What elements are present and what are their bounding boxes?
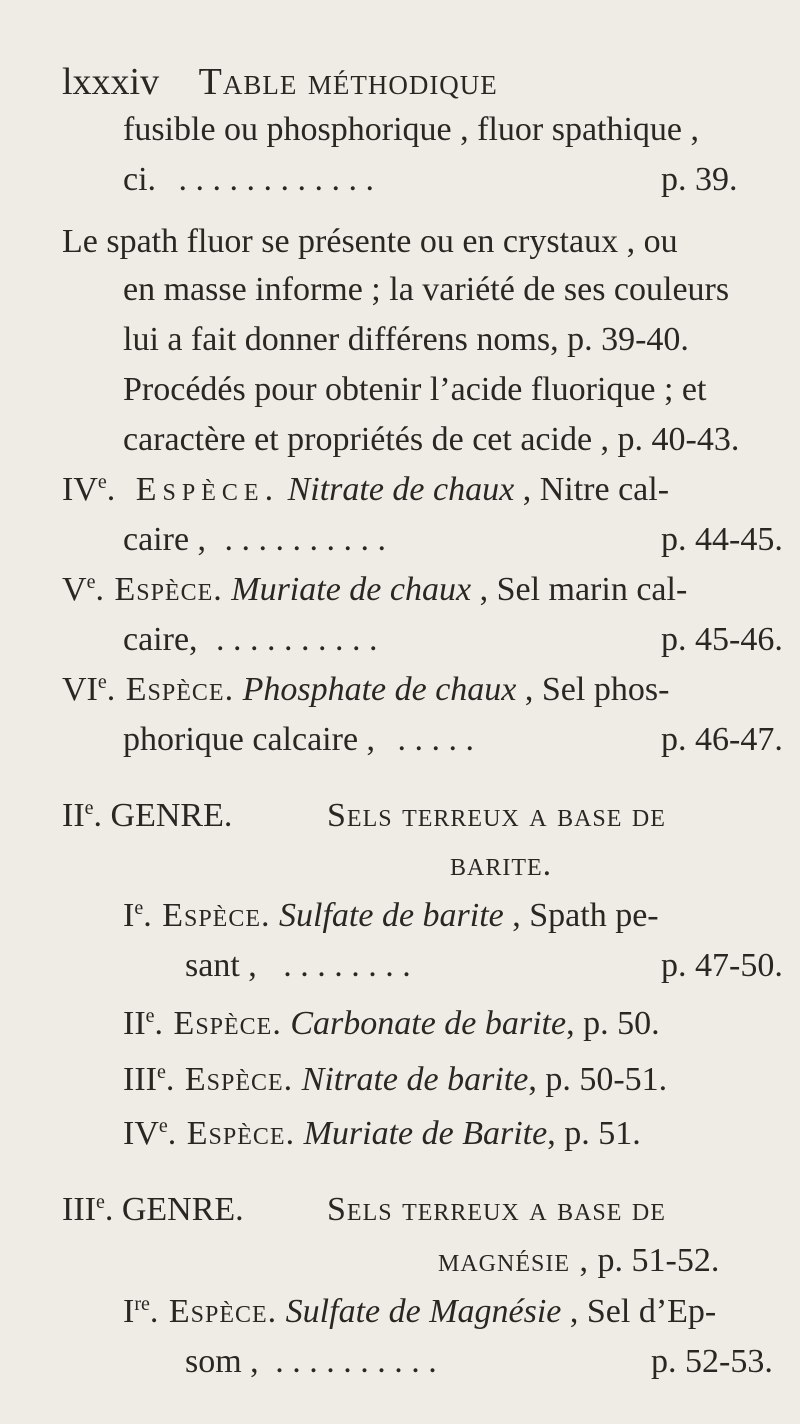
ordinal-suffix: e: [86, 571, 96, 593]
page-reference: p. 45-46.: [661, 621, 783, 658]
species-number: IV: [62, 471, 98, 508]
species-entry: [62, 670, 669, 710]
genre-title-word: magnésie ,: [438, 1242, 589, 1279]
species-entry: [123, 1004, 660, 1044]
genre-title: Sels terreux a base de: [327, 797, 666, 834]
species-name: Nitrate de barite: [301, 1061, 529, 1098]
species-label: . Espèce.: [149, 1293, 278, 1330]
page-reference: p. 46-47.: [661, 721, 783, 758]
species-label: . Espèce.: [167, 1115, 296, 1152]
species-synonym: , Spath pe-: [512, 897, 659, 934]
ordinal-suffix: e: [145, 1005, 155, 1027]
species-number: VI: [62, 671, 98, 708]
genre-heading: [62, 796, 232, 836]
species-entry: [62, 570, 687, 610]
species-name: Muriate de chaux: [231, 571, 472, 608]
ordinal-suffix: e: [156, 1061, 166, 1083]
species-label: . Espèce.: [143, 897, 271, 934]
leader-dots: . . . . .: [397, 721, 475, 758]
species-label: . Espèce.: [106, 671, 235, 708]
leader-dots: . . . . . . . . . .: [224, 521, 387, 558]
species-entry: [123, 896, 659, 936]
page-reference: p. 44-45.: [661, 521, 783, 558]
species-name: Sulfate de barite: [279, 897, 504, 934]
page-number: lxxxiv: [62, 61, 160, 103]
species-name: Sulfate de Magnésie: [285, 1293, 562, 1330]
species-name: Carbonate de barite: [290, 1005, 567, 1042]
text-line: fusible ou phosphorique , fluor spathique ,: [123, 111, 700, 148]
species-number: II: [123, 1005, 146, 1042]
text-fragment: ci.: [123, 161, 157, 198]
text-line: lui a fait donner différens noms, p. 39-40.: [123, 321, 689, 358]
genre-title-continued: [438, 1241, 719, 1281]
species-synonym: , Sel marin cal-: [479, 571, 688, 608]
leader-dots: . . . . . . . . . .: [216, 621, 378, 658]
species-name: Muriate de Barite: [303, 1115, 548, 1152]
species-entry: [123, 1060, 667, 1100]
species-number: IV: [123, 1115, 159, 1152]
text-line: [123, 720, 783, 760]
species-label: . Espèce.: [95, 571, 223, 608]
species-number: III: [123, 1061, 157, 1098]
leader-dots: . . . . . . . . . . . .: [178, 161, 375, 198]
page-reference: , p. 50.: [566, 1005, 660, 1042]
species-entry: [123, 1114, 641, 1154]
species-label: . Espèce.: [165, 1061, 294, 1098]
species-synonym: , Sel d’Ep-: [569, 1293, 717, 1330]
species-number: I: [123, 897, 135, 934]
species-name: Phosphate de chaux: [242, 671, 517, 708]
text-line: caractère et propriétés de cet acide , p. 40-43.: [123, 421, 740, 458]
leader-dots: . . . . . . . . . .: [275, 1343, 437, 1380]
page-header: [62, 62, 498, 102]
genre-label: . GENRE.: [104, 1191, 244, 1228]
ordinal-suffix: re: [134, 1293, 150, 1315]
text-fragment: caire,: [123, 621, 198, 658]
ordinal-suffix: e: [97, 671, 107, 693]
genre-number: II: [62, 797, 85, 834]
species-synonym: , Sel phos-: [524, 671, 670, 708]
page-reference: , p. 50-51.: [528, 1061, 668, 1098]
page-reference: , p. 51.: [547, 1115, 641, 1152]
text-fragment: som ,: [185, 1343, 259, 1380]
species-synonym: , Nitre cal-: [522, 471, 670, 508]
text-line: [123, 160, 738, 200]
species-entry: [123, 1292, 716, 1332]
text-line: Procédés pour obtenir l’acide fluorique ; et: [123, 371, 707, 408]
text-line: [185, 1342, 773, 1382]
text-line: [123, 620, 783, 660]
text-fragment: sant ,: [185, 947, 257, 984]
ordinal-suffix: e: [158, 1115, 168, 1137]
genre-label: . GENRE.: [93, 797, 233, 834]
ordinal-suffix: e: [95, 1191, 105, 1213]
text-fragment: phorique calcaire ,: [123, 721, 376, 758]
text-line: Le spath fluor se présente ou en crystaux , ou: [62, 223, 678, 260]
species-number: V: [62, 571, 87, 608]
running-title: Table méthodique: [198, 61, 498, 103]
genre-title: Sels terreux a base de: [327, 1191, 666, 1228]
page-reference: p. 39.: [661, 161, 738, 198]
species-number: I: [123, 1293, 135, 1330]
species-label: . Espèce.: [106, 471, 280, 508]
ordinal-suffix: e: [97, 471, 107, 493]
page-reference: p. 52-53.: [651, 1343, 773, 1380]
page-reference: p. 51-52.: [597, 1242, 720, 1279]
genre-title-continued: barite.: [450, 846, 553, 883]
species-label: . Espèce.: [154, 1005, 282, 1042]
species-entry: [62, 470, 669, 510]
text-line: [185, 946, 783, 986]
page-reference: p. 47-50.: [661, 947, 783, 984]
text-line: [123, 520, 783, 560]
text-line: en masse informe ; la variété de ses couleurs: [123, 271, 730, 308]
species-name: Nitrate de chaux: [287, 471, 515, 508]
ordinal-suffix: e: [84, 797, 94, 819]
leader-dots: . . . . . . . .: [283, 947, 411, 984]
genre-heading: [62, 1190, 244, 1230]
text-fragment: caire ,: [123, 521, 207, 558]
ordinal-suffix: e: [134, 897, 144, 919]
genre-number: III: [62, 1191, 96, 1228]
